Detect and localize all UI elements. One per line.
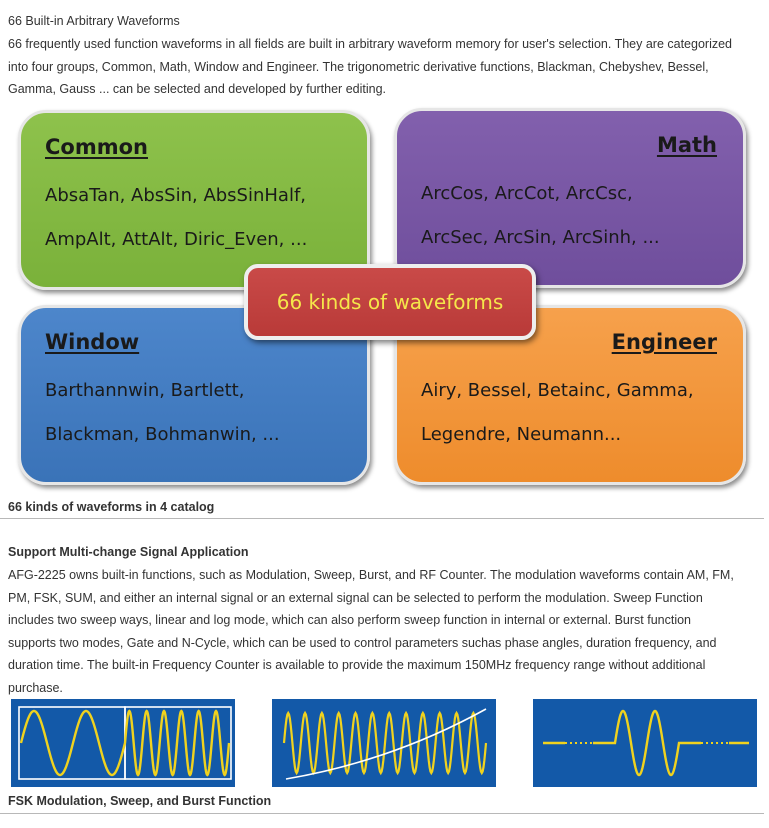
category-items: Airy, Bessel, Betainc, Gamma, <box>421 380 694 401</box>
text-line: duration time. The built-in Frequency Counter is available to provide the maximum 150MHz frequency range without additional <box>8 658 706 673</box>
figure-caption: 66 kinds of waveforms in 4 catalog <box>8 500 215 514</box>
waveform-category-diagram <box>14 108 754 494</box>
section-title: Support Multi-change Signal Application <box>8 545 249 559</box>
text-line: into four groups, Common, Math, Window and Engineer. The trigonometric derivative functions, Blackman, Chebyshev, Bessel, <box>8 59 709 74</box>
category-items: Legendre, Neumann... <box>421 424 622 445</box>
category-title: Common <box>45 135 148 159</box>
category-math <box>394 108 746 288</box>
burst-wave-trace <box>543 711 749 775</box>
category-title: Math <box>656 133 717 157</box>
sweep-wave-trace <box>284 713 486 773</box>
text-line: Gamma, Gauss ... can be selected and developed by further editing. <box>8 82 386 97</box>
section-title: 66 Built-in Arbitrary Waveforms <box>8 14 180 28</box>
section-description <box>8 564 760 700</box>
text-line: AFG-2225 owns built-in functions, such as Modulation, Sweep, Burst, and RF Counter. The modulation waveforms contain AM, FM, <box>8 568 734 582</box>
category-items: AmpAlt, AttAlt, Diric_Even, ... <box>45 229 308 250</box>
divider <box>0 813 764 814</box>
text-line: includes two sweep ways, linear and log mode, which can also perform sweep function in internal or external. Burst function <box>8 613 691 628</box>
text-line: supports two modes, Gate and N-Cycle, which can be used to control parameters suchas phase angles, duration frequency, and <box>8 635 717 650</box>
burst-waveform-image <box>533 699 757 787</box>
text-line: PM, FSK, SUM, and either an internal signal or an external signal can be selected to perform the modulation. Sweep Function <box>8 590 703 605</box>
category-common <box>18 110 370 290</box>
category-items: Blackman, Bohmanwin, ... <box>45 424 280 445</box>
text-line: 66 frequently used function waveforms in all fields are built in arbitrary waveform memory for user's selection. They are categorized <box>8 37 733 51</box>
fsk-waveform-image <box>11 699 235 787</box>
fsk-waveform <box>11 699 235 787</box>
category-items: AbsaTan, AbsSin, AbsSinHalf, <box>45 185 307 206</box>
category-title: Engineer <box>611 330 717 354</box>
figure-caption: FSK Modulation, Sweep, and Burst Function <box>8 794 272 808</box>
sweep-waveform <box>272 699 496 787</box>
center-label: 66 kinds of waveforms <box>244 264 536 340</box>
category-items: ArcSec, ArcSin, ArcSinh, ... <box>421 227 660 248</box>
section-description <box>8 33 760 101</box>
category-title: Window <box>45 330 140 354</box>
burst-waveform <box>533 699 757 787</box>
category-items: Barthannwin, Bartlett, <box>45 380 245 401</box>
sweep-waveform-image <box>272 699 496 787</box>
text-line: purchase. <box>8 680 63 695</box>
category-items: ArcCos, ArcCot, ArcCsc, <box>421 183 633 204</box>
divider <box>0 518 764 519</box>
